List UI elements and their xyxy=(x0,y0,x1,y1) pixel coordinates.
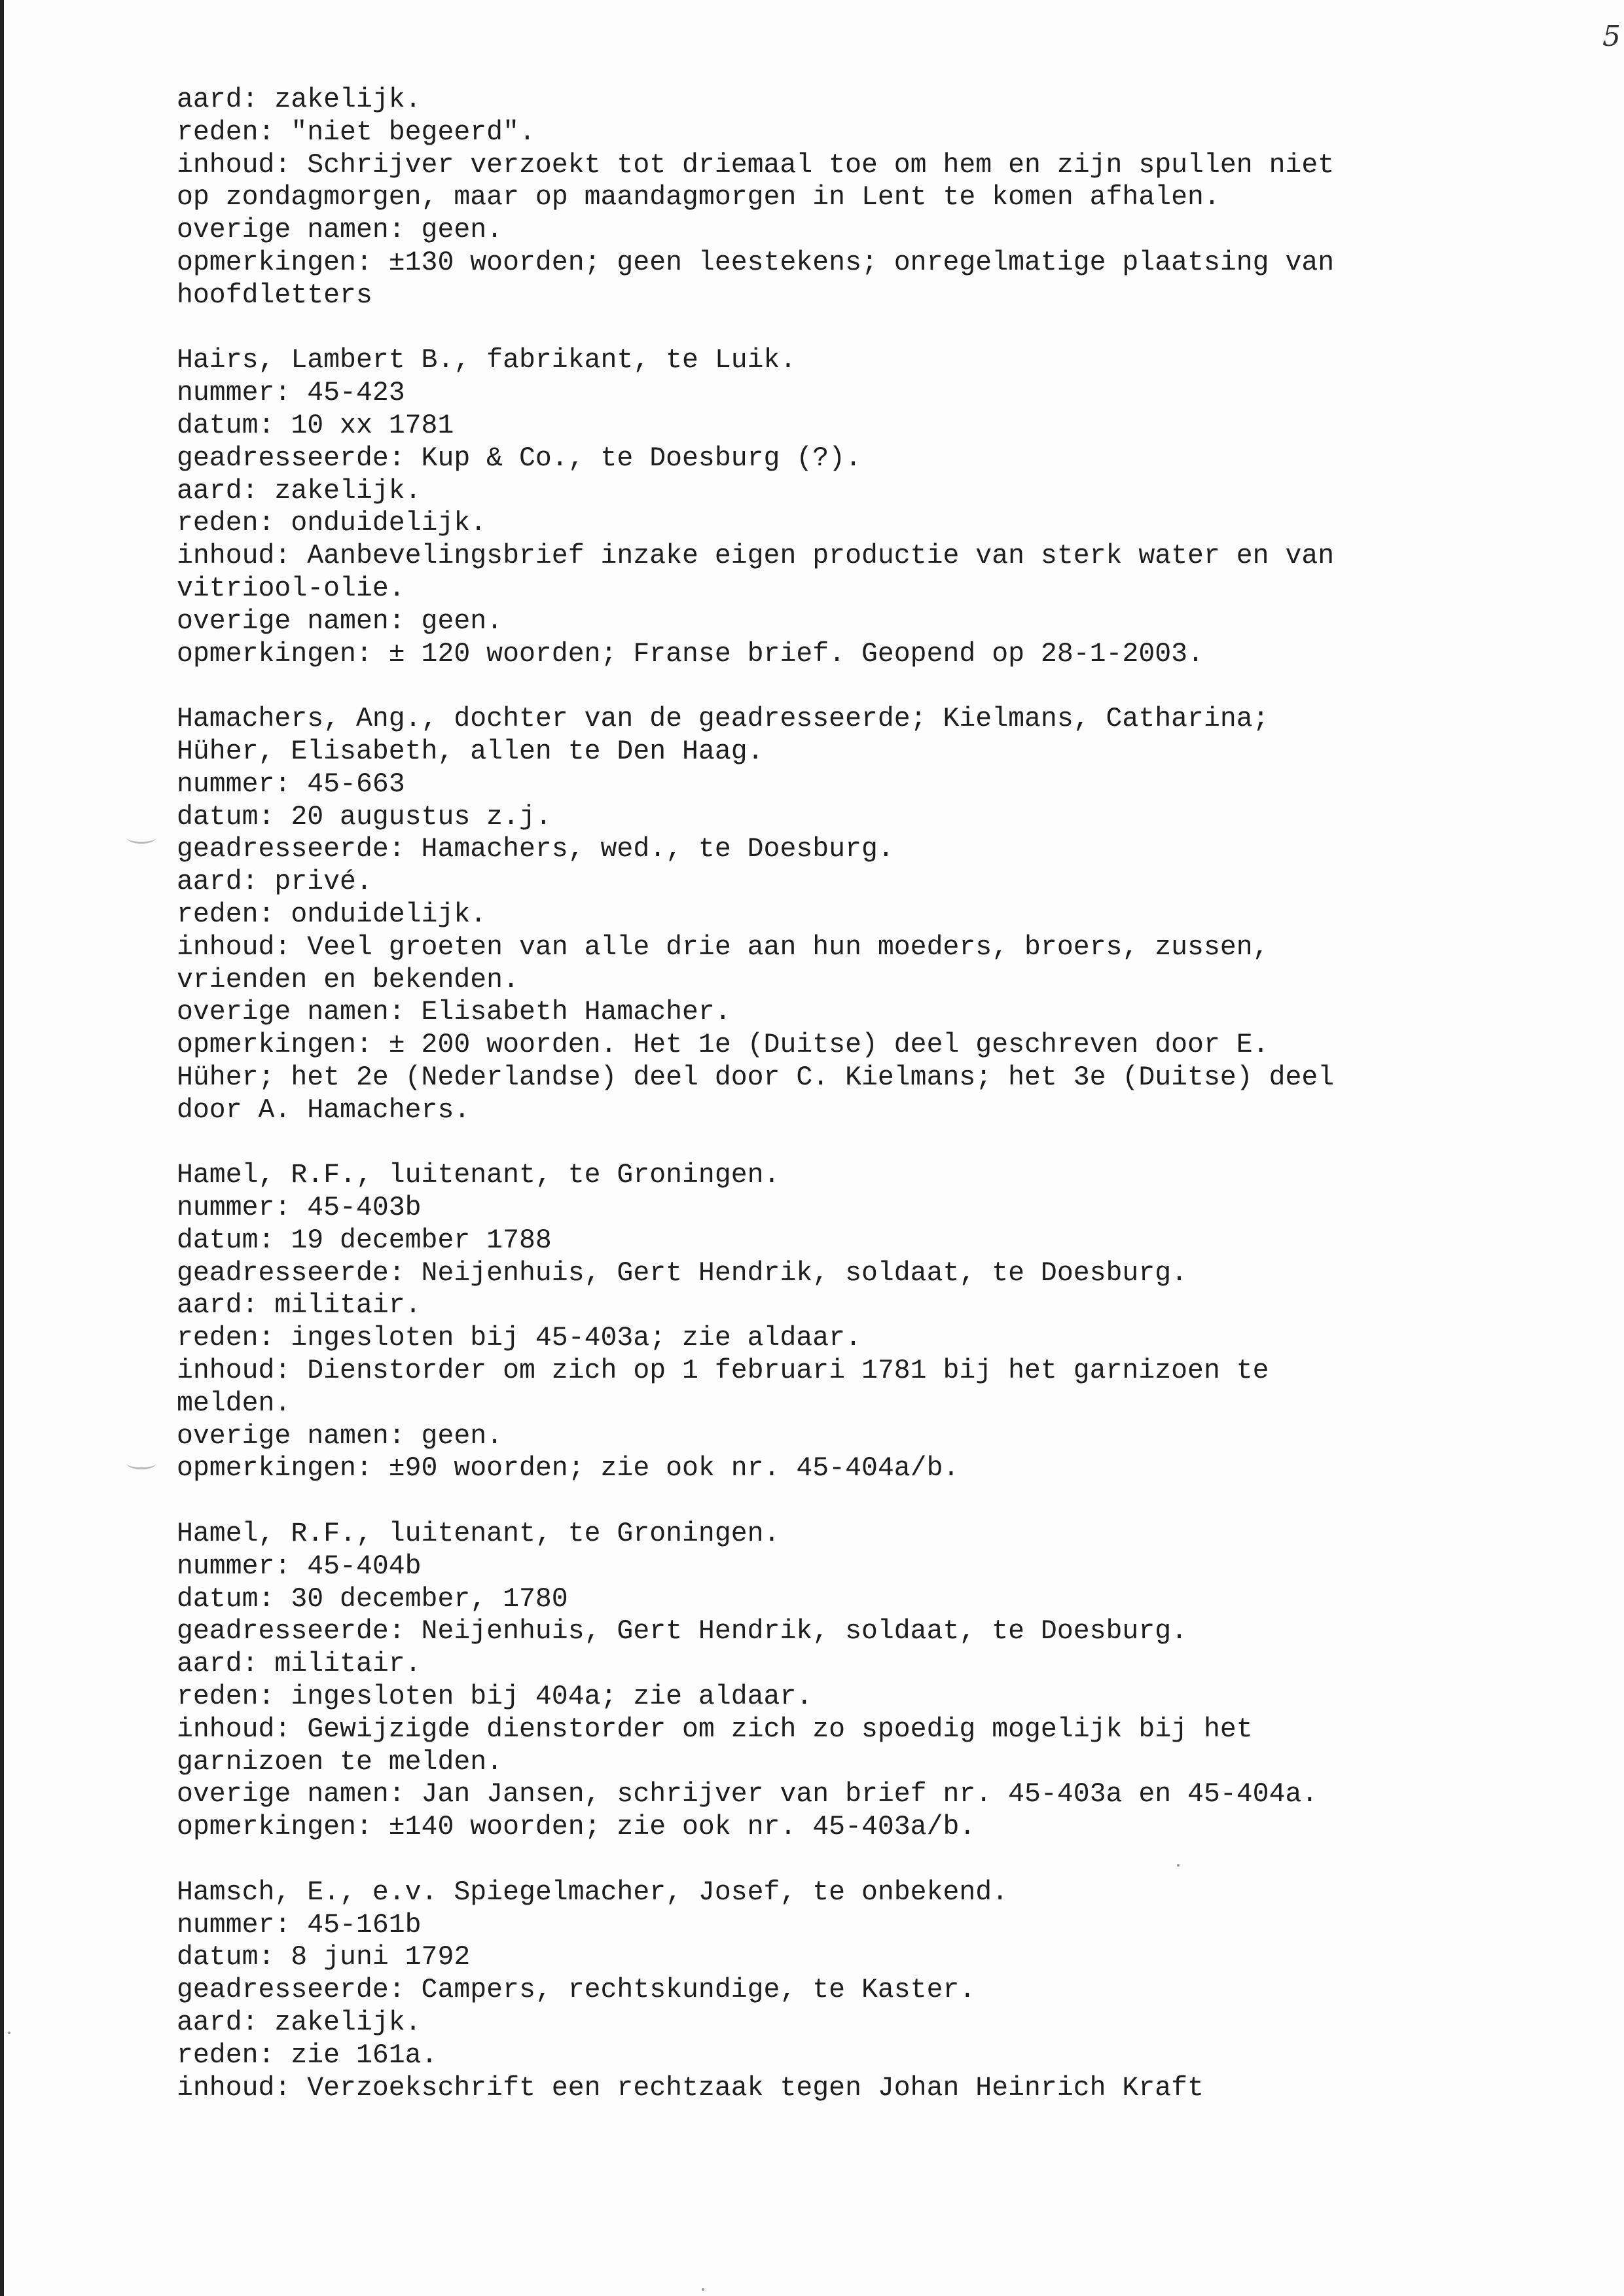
text-line: Hairs, Lambert B., fabrikant, te Luik. xyxy=(177,345,797,376)
punch-hole-mark xyxy=(127,1458,156,1469)
text-line: inhoud: Veel groeten van alle drie aan hun moeders, broers, zussen, xyxy=(177,931,1269,963)
text-line: aard: zakelijk. xyxy=(177,2007,422,2039)
text-line: reden: zie 161a. xyxy=(177,2039,438,2071)
text-line: overige namen: Elisabeth Hamacher. xyxy=(177,997,731,1028)
text-line: op zondagmorgen, maar op maandagmorgen in Lent te komen afhalen. xyxy=(177,182,1220,213)
text-line: vrienden en bekenden. xyxy=(177,964,519,996)
text-line: opmerkingen: ±90 woorden; zie ook nr. 45-404a/b. xyxy=(177,1453,960,1484)
text-line: inhoud: Gewijzigde dienstorder om zich zo spoedig mogelijk bij het xyxy=(177,1713,1253,1745)
blank-line xyxy=(177,670,1486,703)
text-line: datum: 19 december 1788 xyxy=(177,1225,552,1256)
text-line: door A. Hamachers. xyxy=(177,1094,471,1126)
blank-line xyxy=(177,312,1486,345)
text-line: aard: militair. xyxy=(177,1649,422,1680)
text-line: nummer: 45-663 xyxy=(177,768,405,800)
text-line: aard: privé. xyxy=(177,867,372,898)
text-line: aard: zakelijk. xyxy=(177,84,422,115)
scan-speck xyxy=(8,2032,10,2034)
text-line: Hamel, R.F., luitenant, te Groningen. xyxy=(177,1518,780,1550)
text-line: inhoud: Schrijver verzoekt tot driemaal toe om hem en zijn spullen niet xyxy=(177,149,1335,181)
text-line: overige namen: Jan Jansen, schrijver van brief nr. 45-403a en 45-404a. xyxy=(177,1779,1318,1810)
typed-text-block xyxy=(177,84,1486,2104)
text-line: datum: 20 augustus z.j. xyxy=(177,801,552,833)
text-line: nummer: 45-403b xyxy=(177,1193,422,1224)
text-line: overige namen: geen. xyxy=(177,1420,503,1452)
text-line: nummer: 45-423 xyxy=(177,378,405,409)
text-line: aard: militair. xyxy=(177,1290,422,1321)
text-line: nummer: 45-161b xyxy=(177,1909,422,1941)
text-line: datum: 10 xx 1781 xyxy=(177,410,454,441)
text-line: datum: 8 juni 1792 xyxy=(177,1942,471,1973)
text-line: datum: 30 december, 1780 xyxy=(177,1583,568,1615)
text-line: Hüher; het 2e (Nederlandse) deel door C. Kielmans; het 3e (Duitse) deel xyxy=(177,1062,1335,1093)
text-line: inhoud: Dienstorder om zich op 1 februari 1781 bij het garnizoen te xyxy=(177,1355,1269,1387)
text-line: Hamel, R.F., luitenant, te Groningen. xyxy=(177,1160,780,1191)
text-line: opmerkingen: ± 200 woorden. Het 1e (Duitse) deel geschreven door E. xyxy=(177,1030,1269,1061)
text-line: reden: onduidelijk. xyxy=(177,899,487,930)
punch-hole-mark xyxy=(127,833,156,844)
text-line: Hamachers, Ang., dochter van de geadresseerde; Kielmans, Catharina; xyxy=(177,704,1269,735)
text-line: garnizoen te melden. xyxy=(177,1746,503,1778)
text-line: opmerkingen: ±130 woorden; geen leestekens; onregelmatige plaatsing van xyxy=(177,247,1335,278)
text-line: aard: zakelijk. xyxy=(177,475,422,507)
text-line: geadresseerde: Kup & Co., te Doesburg (?). xyxy=(177,442,861,474)
text-line: reden: onduidelijk. xyxy=(177,508,487,539)
text-line: inhoud: Aanbevelingsbrief inzake eigen productie van sterk water en van xyxy=(177,541,1335,572)
text-line: reden: "niet begeerd". xyxy=(177,117,535,148)
text-line: hoofdletters xyxy=(177,279,372,311)
text-line: nummer: 45-404b xyxy=(177,1551,422,1582)
text-line: inhoud: Verzoekschrift een rechtzaak tegen Johan Heinrich Kraft xyxy=(177,2072,1204,2104)
scan-left-edge xyxy=(0,0,4,2296)
blank-line xyxy=(177,1844,1486,1876)
text-line: opmerkingen: ±140 woorden; zie ook nr. 45-403a/b. xyxy=(177,1812,976,1843)
text-line: geadresseerde: Hamachers, wed., te Doesburg. xyxy=(177,834,894,865)
text-line: geadresseerde: Campers, rechtskundige, te Kaster. xyxy=(177,1975,976,2006)
text-line: reden: ingesloten bij 404a; zie aldaar. xyxy=(177,1681,813,1713)
text-line: vitriool-olie. xyxy=(177,573,405,604)
text-line: overige namen: geen. xyxy=(177,215,503,246)
scan-speck xyxy=(702,2288,704,2291)
text-line: Hüher, Elisabeth, allen te Den Haag. xyxy=(177,736,764,767)
text-line: opmerkingen: ± 120 woorden; Franse brief. Geopend op 28-1-2003. xyxy=(177,638,1204,670)
blank-line xyxy=(177,1127,1486,1160)
text-line: melden. xyxy=(177,1388,291,1419)
blank-line xyxy=(177,1485,1486,1518)
text-line: geadresseerde: Neijenhuis, Gert Hendrik, soldaat, te Doesburg. xyxy=(177,1257,1188,1289)
page-corner-mark: 5 xyxy=(1602,20,1621,53)
text-line: overige namen: geen. xyxy=(177,605,503,637)
text-line: Hamsch, E., e.v. Spiegelmacher, Josef, te onbekend. xyxy=(177,1876,1009,1908)
text-line: geadresseerde: Neijenhuis, Gert Hendrik, soldaat, te Doesburg. xyxy=(177,1616,1188,1647)
text-line: reden: ingesloten bij 45-403a; zie aldaar. xyxy=(177,1323,861,1354)
